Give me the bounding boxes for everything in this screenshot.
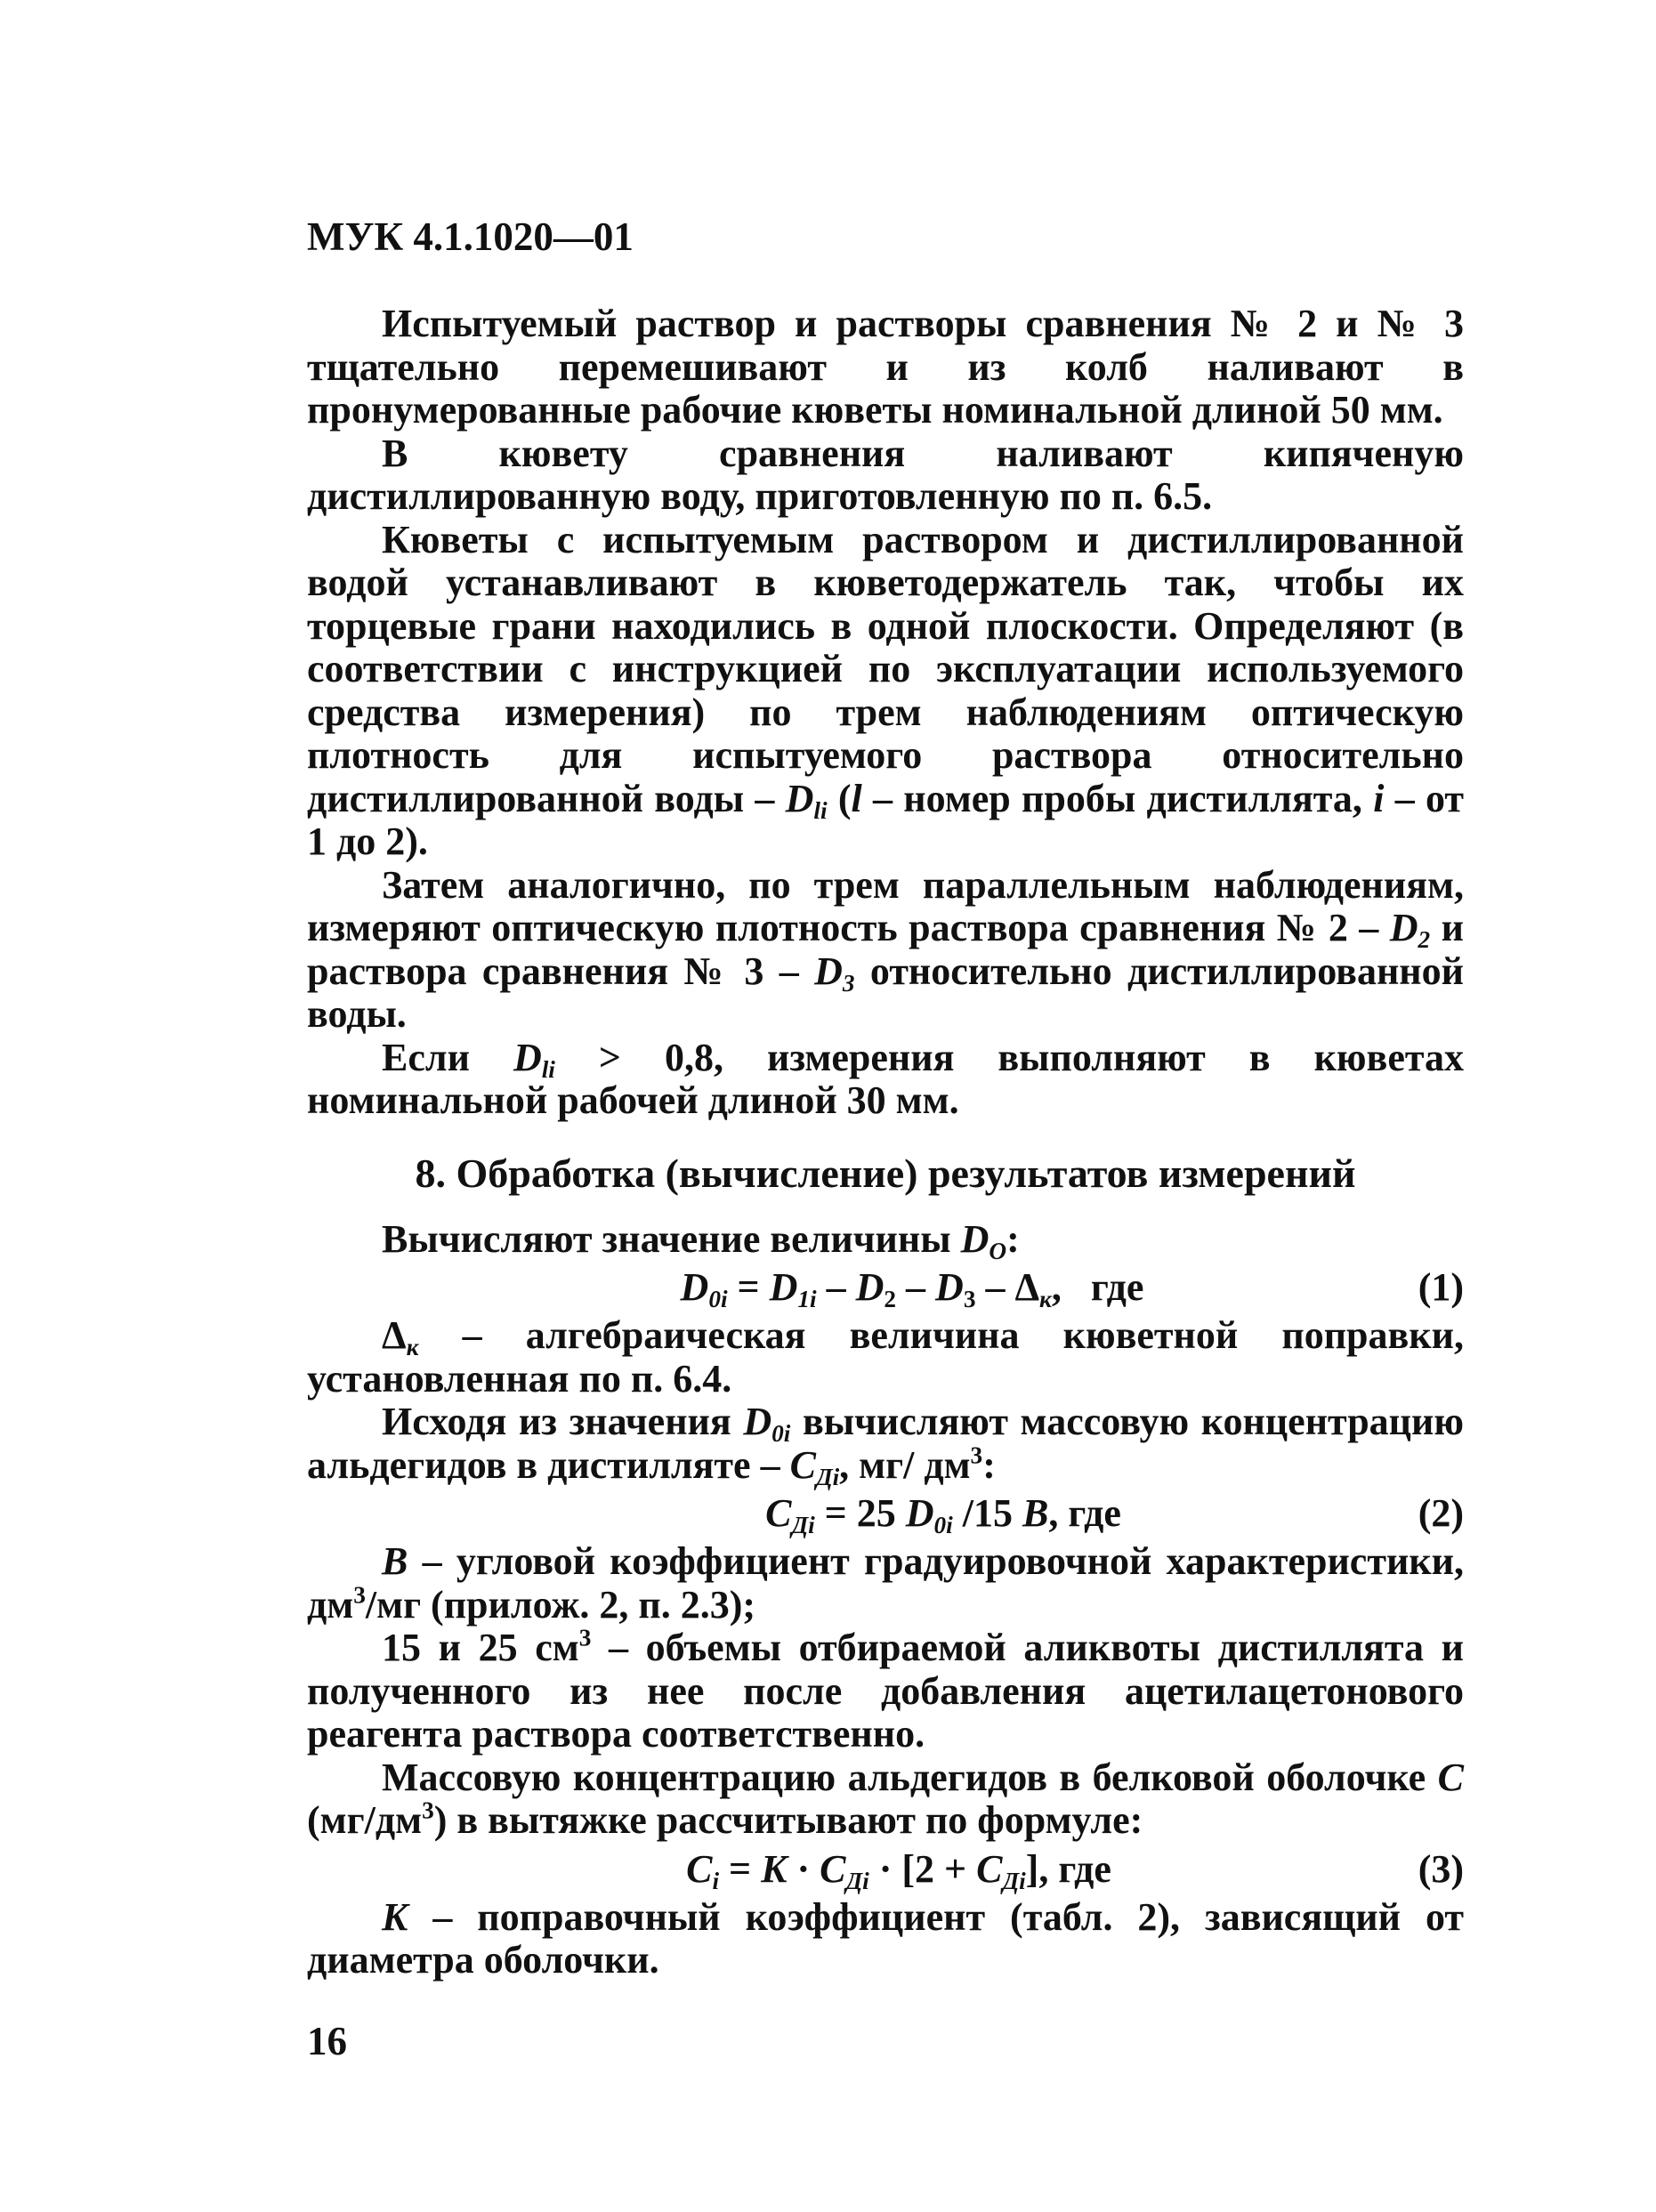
text-run: относительно дистиллированной воды. (307, 949, 1464, 1036)
subscript: li (813, 796, 828, 824)
text-run: , мг/ дм (839, 1442, 971, 1487)
document-body (307, 303, 1464, 1982)
text-run: – от 1 до 2). (307, 776, 1465, 863)
subscript: к (406, 1334, 419, 1361)
text-run: Массовую концентрацию альдегидов в белковой оболочке (382, 1755, 1438, 1799)
subscript: li (541, 1055, 555, 1083)
text-run: > 0,8, измерения выполняют в кюветах номинальной рабочей длиной 30 мм. (307, 1035, 1464, 1122)
text-run: – поправочный коэффициент (табл. 2), зависящий от диаметра оболочки. (307, 1894, 1464, 1982)
paragraph (307, 1896, 1464, 1982)
symbol: K (382, 1894, 408, 1939)
paragraph: Испытуемый раствор и растворы сравнения № 2 и № 3 тщательно перемешивают и из колб наливают в пронумерованные рабочие кюветы номинальной длиной 50 мм. (307, 302, 1464, 432)
text-run: : (982, 1442, 996, 1487)
symbol: l (851, 776, 862, 820)
subscript: Дi (815, 1463, 840, 1490)
text-run: вычисляют массовую концентрацию альдегидов в дистилляте – (307, 1400, 1464, 1487)
paragraph (307, 1037, 1464, 1123)
text-run: 15 и 25 см (382, 1626, 579, 1669)
paragraph (307, 1540, 1464, 1627)
superscript: 3 (353, 1581, 366, 1609)
equation-expression: $C_i = K \cdot C_{Дi} \cdot [2 + C_{Дi}]$, где (686, 1846, 1111, 1894)
equation-1 (307, 1261, 1464, 1314)
equation-2 (307, 1487, 1464, 1540)
document-header: МУК 4.1.1020—01 (307, 214, 634, 259)
symbol: i (1373, 776, 1385, 820)
subscript: 2 (1418, 926, 1431, 954)
equation-3 (307, 1843, 1464, 1896)
symbol: D (1389, 906, 1418, 949)
text-run: Если (382, 1035, 513, 1079)
text-run: /мг (прилож. 2, п. 2.3); (365, 1582, 756, 1627)
subscript: 3 (842, 969, 855, 997)
text-run: (мг/дм (307, 1798, 423, 1842)
superscript: 3 (970, 1441, 983, 1469)
text-run: – объемы отбираемой аликвоты дистиллята и полученного из нее после добавления ацетилацетонового реагента раствора соответственно. (307, 1626, 1464, 1756)
subscript: O (989, 1237, 1007, 1264)
section-heading: 8. Обработка (вычисление) результатов измерений (415, 1150, 1356, 1196)
equation-number: (3) (1418, 1846, 1464, 1891)
text-run: Исходя из значения (382, 1400, 744, 1443)
paragraph (307, 1624, 1464, 1756)
text-run: Вычисляют значение величины (382, 1216, 961, 1261)
text-run: – алгебраическая величина кюветной поправки, установленная по п. 6.4. (307, 1313, 1464, 1401)
text-run: – номер пробы дистиллята, (861, 776, 1374, 820)
text-run: Кюветы с испытуемым раствором и дистиллированной водой устанавливают в кюветодержатель так, чтобы их торцевые грани находились в одной плоскости. Определяют (в соответствии с инструкцией по эксплуатации используемого средства измерения) по трем наблюдениям оптическую плотность для испытуемого раствора относительно дистиллированной воды – (307, 517, 1464, 820)
page-number: 16 (307, 2019, 347, 2063)
equation-expression: $C_{Дi} = 25$ $D_{0i}$ /15 B, где (765, 1491, 1121, 1539)
subscript: 0i (771, 1420, 791, 1448)
symbol: Δ (382, 1313, 407, 1357)
paragraph (307, 1314, 1464, 1401)
symbol: B (382, 1539, 408, 1583)
text-run: и раствора сравнения № 3 – (307, 906, 1464, 993)
paragraph (307, 1756, 1464, 1843)
paragraph: В кювету сравнения наливают кипяченую дистиллированную воду, приготовленную по п. 6.5. (307, 431, 1464, 518)
symbol: D (743, 1400, 772, 1443)
text-run: ( (827, 776, 852, 820)
symbol: C (789, 1442, 816, 1487)
superscript: 3 (422, 1796, 434, 1824)
text-run: Затем аналогично, по трем параллельным наблюдениям, измеряют оптическую плотность раствора сравнения № 2 – (307, 862, 1464, 949)
paragraph (307, 1218, 1464, 1262)
equation-expression: $D_{0i} = D_{1i} - D_2 - D_3 - \Delta_к$, где (680, 1265, 1144, 1313)
equation-number: (1) (1418, 1265, 1464, 1309)
superscript: 3 (578, 1624, 592, 1651)
symbol: D (513, 1035, 542, 1079)
symbol: D (814, 949, 843, 993)
symbol: D (960, 1216, 990, 1261)
symbol: C (1437, 1755, 1464, 1799)
equation-number: (2) (1418, 1491, 1464, 1535)
text-run: : (1006, 1216, 1020, 1261)
text-run: ) в вытяжке рассчитывают по формуле: (433, 1798, 1143, 1842)
symbol: D (785, 776, 814, 820)
text-run: – угловой коэффициент градуировочной характеристики, дм (307, 1539, 1464, 1627)
paragraph (307, 519, 1464, 864)
paragraph (307, 1400, 1464, 1490)
paragraph (307, 864, 1464, 1037)
